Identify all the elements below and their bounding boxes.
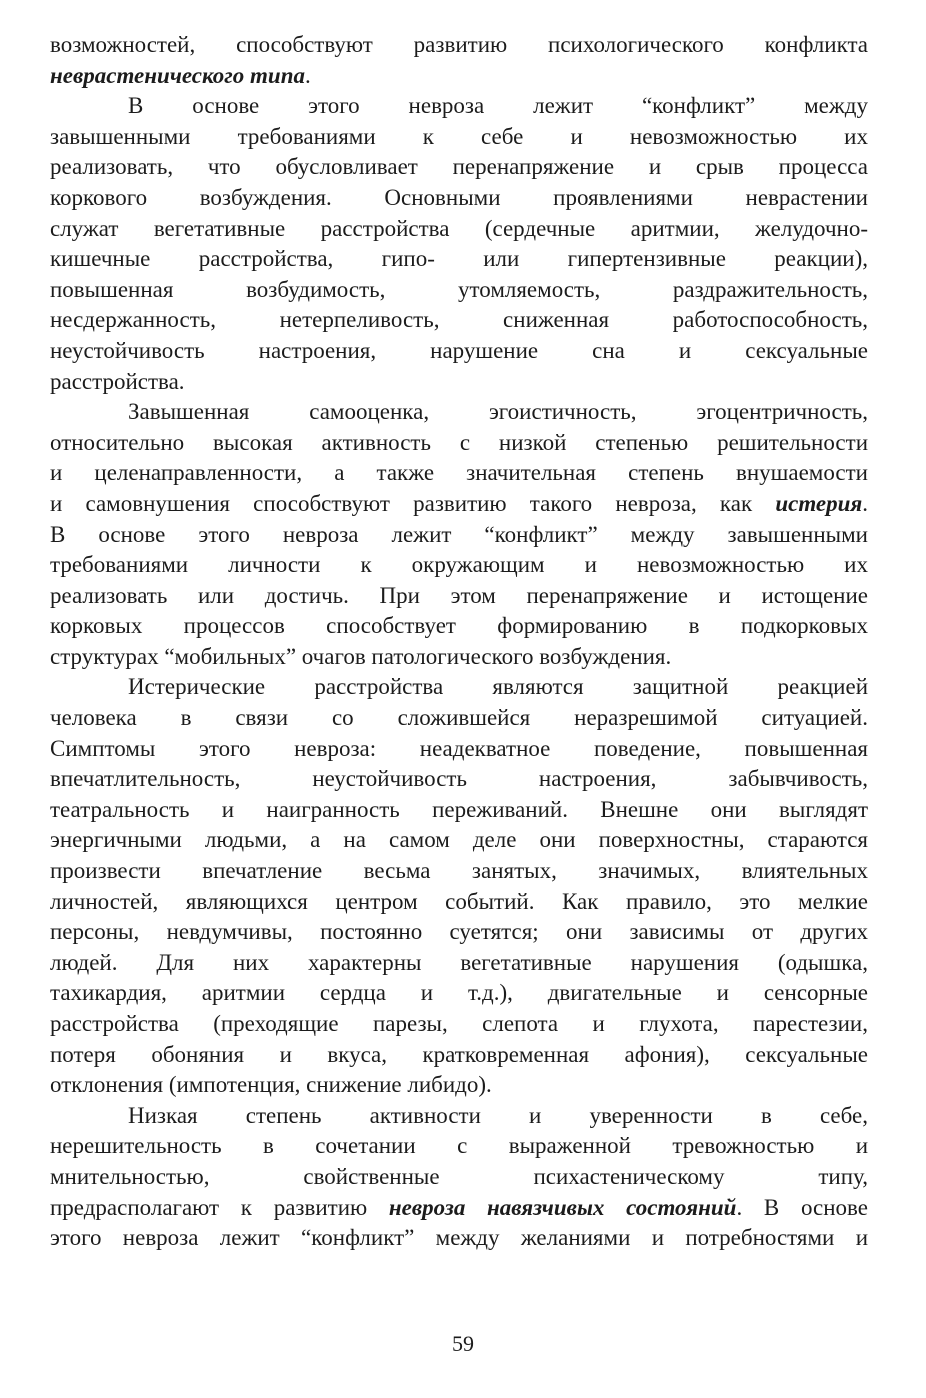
text-line: человека в связи со сложившейся неразрешимой ситуацией. [50,705,868,731]
text-line: личностей, являющихся центром событий. Как правило, это мелкие [50,888,868,914]
text-line: энергичными людьми, а на самом деле они поверхностны, стараются [50,827,868,853]
text-line: относительно высокая активность с низкой степенью решительности [50,429,868,455]
text-line: В основе этого невроза лежит “конфликт” между завышенными [50,521,868,547]
text-line: предрасполагают к развитию невроза навязчивых состояний. В основе [50,1194,868,1220]
text-line: завышенными требованиями к себе и невозможностью их [50,123,868,149]
text-line: тахикардия, аритмии сердца и т.д.), двигательные и сенсорные [50,980,868,1006]
text-line: и самовнушения способствуют развитию такого невроза, как истерия. [50,490,868,516]
paragraph-start-line: Завышенная самооценка, эгоистичность, эгоцентричность, [128,399,868,425]
text-line: кишечные расстройства, гипо- или гипертензивные реакции), [50,246,868,272]
text-line: персоны, невдумчивы, постоянно суетятся; они зависимы от других [50,919,868,945]
text-line: этого невроза лежит “конфликт” между желаниями и потребностями и [50,1225,868,1251]
text-line: мнительностью, свойственные психастеническому типу, [50,1163,868,1189]
text-line: корковых процессов способствует формированию в подкорковых [50,613,868,639]
page-number: 59 [452,1331,474,1356]
emphasized-term: неврастенического типа [50,62,305,88]
text-line: и целенаправленности, а также значительная степень внушаемости [50,460,868,486]
text-line: несдержанность, нетерпеливость, сниженная работоспособность, [50,307,868,333]
text-line: неврастенического типа. [50,62,311,88]
emphasized-term: невроза навязчивых состояний [388,1194,737,1220]
text-line: нерешительность в сочетании с выраженной тревожностью и [50,1133,868,1159]
page-body [50,30,868,1254]
text-line: требованиями личности к окружающим и невозможностью их [50,552,868,578]
text-line: служат вегетативные расстройства (сердечные аритмии, желудочно- [50,215,868,241]
text-line: Симптомы этого невроза: неадекватное поведение, повышенная [50,735,868,761]
text-line: расстройства (преходящие парезы, слепота и глухота, парестезии, [50,1011,868,1036]
paragraph-start-line: Истерические расстройства являются защитной реакцией [128,674,868,700]
text-line: впечатлительность, неустойчивость настроения, забывчивость, [50,766,868,792]
text-line: возможностей, способствуют развитию психологического конфликта [50,32,868,57]
text-line: расстройства. [50,368,185,394]
text-line: коркового возбуждения. Основными проявлениями неврастении [50,184,868,210]
text-line: произвести впечатление весьма занятых, значимых, влиятельных [50,858,868,884]
text-line: повышенная возбудимость, утомляемость, раздражительность, [50,276,868,302]
text-line: потеря обоняния и вкуса, кратковременная афония), сексуальные [50,1041,868,1067]
text-line: отклонения (импотенция, снижение либидо). [50,1072,492,1098]
text-line: структурах “мобильных” очагов патологического возбуждения. [50,643,672,669]
paragraph-start-line: В основе этого невроза лежит “конфликт” между [128,93,868,119]
emphasized-term: истерия [775,490,863,516]
text-line: неустойчивость настроения, нарушение сна и сексуальные [50,337,868,363]
text-line: людей. Для них характерны вегетативные нарушения (одышка, [50,949,868,975]
paragraph-start-line: Низкая степень активности и уверенности в себе, [128,1102,868,1128]
text-line: театральность и наигранность переживаний. Внешне они выглядят [50,796,868,822]
text-line: реализовать, что обусловливает перенапряжение и срыв процесса [50,154,868,180]
text-line: реализовать или достичь. При этом перенапряжение и истощение [50,582,868,608]
